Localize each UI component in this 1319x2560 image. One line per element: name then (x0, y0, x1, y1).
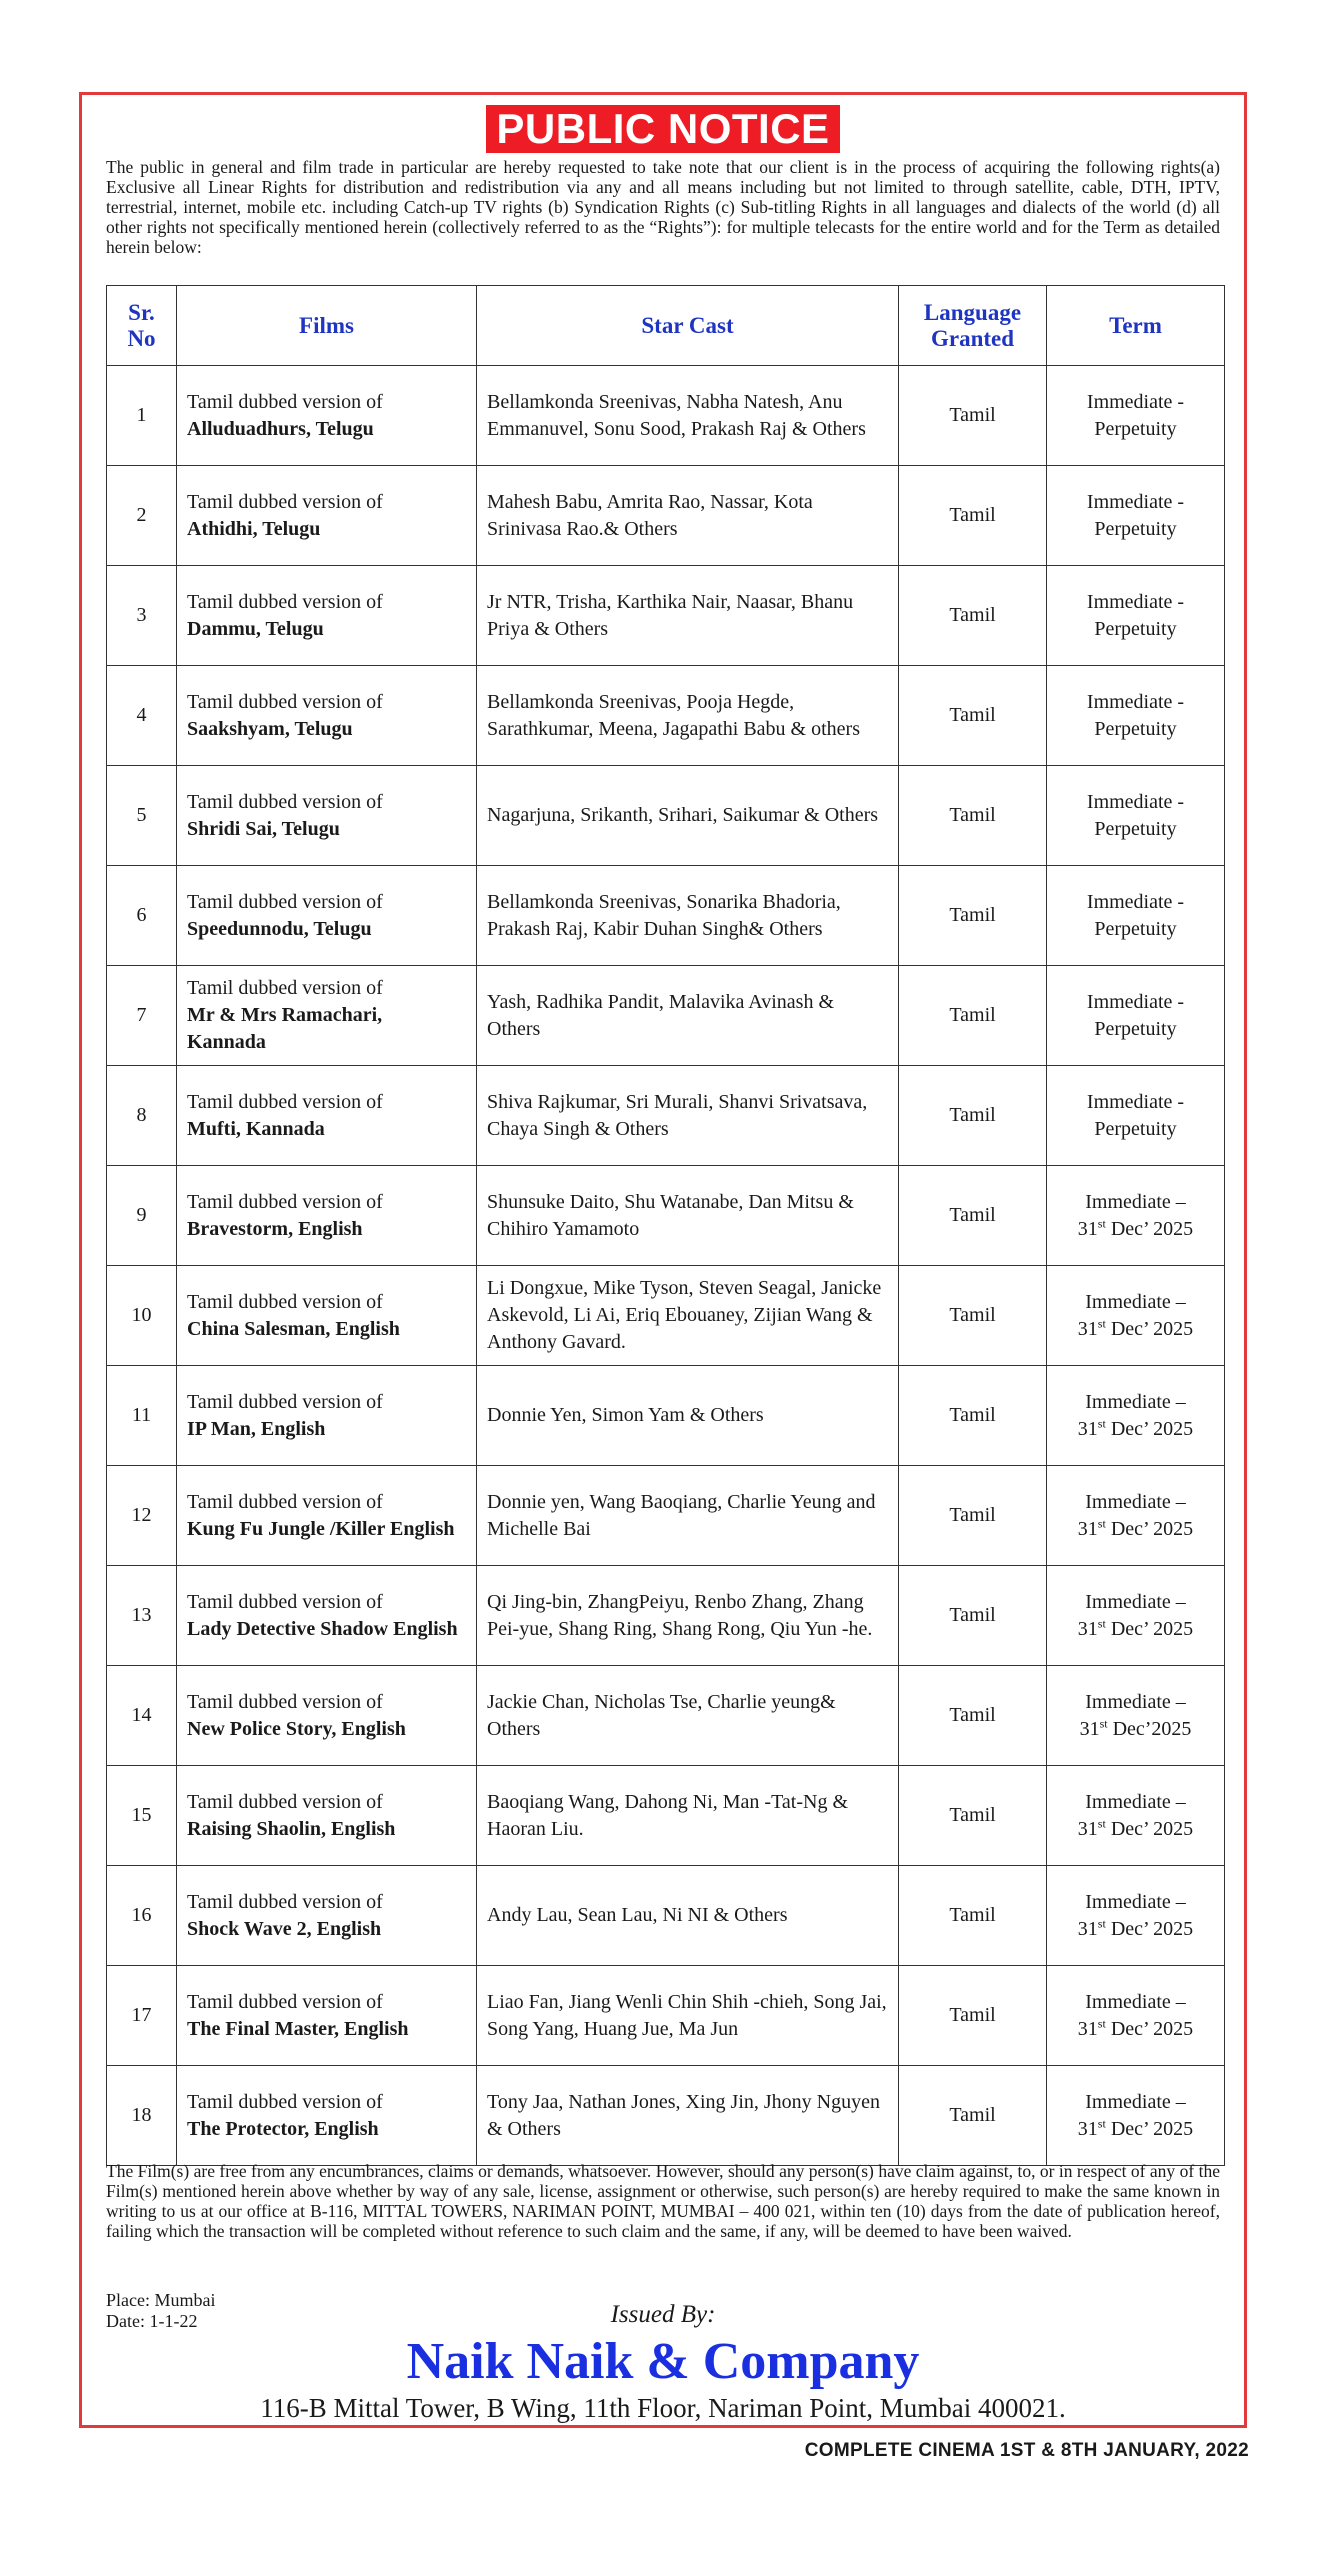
term-line-1: Immediate – (1085, 2090, 1186, 2113)
star-cast-cell: Li Dongxue, Mike Tyson, Steven Seagal, Janicke Askevold, Li Ai, Eriq Ebouaney, Zijian Wang & Anthony Gavard. (477, 1266, 899, 1366)
star-cast-cell: Bellamkonda Sreenivas, Sonarika Bhadoria, Prakash Raj, Kabir Duhan Singh& Others (477, 866, 899, 966)
film-cell (177, 1966, 477, 2066)
star-cast-cell: Qi Jing-bin, ZhangPeiyu, Renbo Zhang, Zhang Pei-yue, Shang Ring, Shang Rong, Qiu Yun -he. (477, 1566, 899, 1666)
language-cell: Tamil (899, 466, 1047, 566)
table-row (107, 1966, 1225, 2066)
term-day: 31 (1079, 1717, 1100, 1740)
term-day: 31 (1077, 1517, 1098, 1540)
film-cell (177, 766, 477, 866)
row-number: 8 (107, 1066, 177, 1166)
term-month-year: Dec’ 2025 (1105, 2017, 1194, 2040)
header-term: Term (1047, 286, 1225, 366)
row-number: 11 (107, 1366, 177, 1466)
film-name: Dammu, Telugu (187, 617, 324, 640)
star-cast-cell: Baoqiang Wang, Dahong Ni, Man -Tat-Ng & Haoran Liu. (477, 1766, 899, 1866)
film-name: China Salesman, English (187, 1317, 400, 1340)
film-cell (177, 1366, 477, 1466)
term-line-1: Immediate - (1086, 390, 1185, 413)
header-sr-no: Sr. No (107, 286, 177, 366)
film-cell (177, 866, 477, 966)
term-day: 31 (1077, 2117, 1098, 2140)
row-number: 17 (107, 1966, 177, 2066)
term-day: 31 (1077, 2017, 1098, 2040)
term-day-suffix: st (1097, 1515, 1106, 1530)
language-cell: Tamil (899, 1466, 1047, 1566)
film-cell (177, 1766, 477, 1866)
film-prefix: Tamil dubbed version of (187, 1190, 383, 1213)
term-line-2: Perpetuity (1094, 717, 1177, 740)
star-cast-cell: Nagarjuna, Srikanth, Srihari, Saikumar & Others (477, 766, 899, 866)
film-cell (177, 1066, 477, 1166)
term-line-1: Immediate – (1085, 1390, 1186, 1413)
film-name: IP Man, English (187, 1417, 326, 1440)
row-number: 3 (107, 566, 177, 666)
row-number: 14 (107, 1666, 177, 1766)
star-cast-cell: Liao Fan, Jiang Wenli Chin Shih -chieh, Song Jai, Song Yang, Huang Jue, Ma Jun (477, 1966, 899, 2066)
term-day-suffix: st (1097, 1815, 1106, 1830)
table-row (107, 1666, 1225, 1766)
table-row (107, 366, 1225, 466)
row-number: 5 (107, 766, 177, 866)
table-row (107, 666, 1225, 766)
term-month-year: Dec’ 2025 (1105, 1617, 1194, 1640)
star-cast-cell: Tony Jaa, Nathan Jones, Xing Jin, Jhony Nguyen & Others (477, 2066, 899, 2166)
film-prefix: Tamil dubbed version of (187, 1290, 383, 1313)
row-number: 18 (107, 2066, 177, 2166)
term-line-2 (1047, 1816, 1224, 1843)
film-prefix: Tamil dubbed version of (187, 490, 383, 513)
term-cell (1047, 1366, 1225, 1466)
table-row (107, 1466, 1225, 1566)
term-line-1: Immediate – (1085, 1490, 1186, 1513)
term-month-year: Dec’ 2025 (1105, 1317, 1194, 1340)
film-name: Shock Wave 2, English (187, 1917, 382, 1940)
table-row (107, 866, 1225, 966)
film-cell (177, 666, 477, 766)
film-prefix: Tamil dubbed version of (187, 1490, 383, 1513)
star-cast-cell: Andy Lau, Sean Lau, Ni NI & Others (477, 1866, 899, 1966)
term-line-2: Perpetuity (1094, 617, 1177, 640)
film-prefix: Tamil dubbed version of (187, 977, 383, 999)
term-line-1: Immediate - (1086, 790, 1185, 813)
term-day-suffix: st (1097, 1315, 1106, 1330)
term-line-1: Immediate - (1086, 1090, 1185, 1113)
language-cell: Tamil (899, 1666, 1047, 1766)
notice-title: PUBLIC NOTICE (486, 105, 839, 153)
term-cell (1047, 1766, 1225, 1866)
term-line-2: Perpetuity (1094, 917, 1177, 940)
term-day-suffix: st (1097, 2015, 1106, 2030)
film-cell (177, 966, 477, 1066)
film-name: Saakshyam, Telugu (187, 717, 353, 740)
table-row (107, 1166, 1225, 1266)
term-day-suffix: st (1097, 2115, 1106, 2130)
film-name: Alluduadhurs, Telugu (187, 417, 374, 440)
star-cast-cell: Donnie yen, Wang Baoqiang, Charlie Yeung and Michelle Bai (477, 1466, 899, 1566)
term-cell (1047, 1866, 1225, 1966)
term-month-year: Dec’ 2025 (1105, 1817, 1194, 1840)
table-row (107, 966, 1225, 1066)
term-line-2 (1047, 2016, 1224, 2043)
term-cell (1047, 766, 1225, 866)
language-cell: Tamil (899, 1366, 1047, 1466)
term-line-1: Immediate – (1085, 1290, 1186, 1313)
term-line-1: Immediate – (1085, 1590, 1186, 1613)
film-cell (177, 1266, 477, 1366)
table-row (107, 466, 1225, 566)
company-address: 116-B Mittal Tower, B Wing, 11th Floor, Nariman Point, Mumbai 400021. (260, 2393, 1066, 2423)
language-cell: Tamil (899, 666, 1047, 766)
film-prefix: Tamil dubbed version of (187, 1690, 383, 1713)
term-cell (1047, 2066, 1225, 2166)
row-number: 16 (107, 1866, 177, 1966)
row-number: 15 (107, 1766, 177, 1866)
film-cell (177, 1866, 477, 1966)
term-line-2 (1047, 1916, 1224, 1943)
term-line-1: Immediate – (1085, 1890, 1186, 1913)
row-number: 13 (107, 1566, 177, 1666)
company-name: Naik Naik & Company (406, 2333, 920, 2390)
term-line-2 (1047, 1216, 1224, 1243)
star-cast-cell: Bellamkonda Sreenivas, Pooja Hegde, Sarathkumar, Meena, Jagapathi Babu & others (477, 666, 899, 766)
row-number: 4 (107, 666, 177, 766)
term-line-2 (1047, 2116, 1224, 2143)
film-name: Mufti, Kannada (187, 1117, 325, 1140)
language-cell: Tamil (899, 1566, 1047, 1666)
closing-paragraph: The Film(s) are free from any encumbrances, claims or demands, whatsoever. However, should any person(s) have claim against, to, or in respect of any of the Film(s) mentioned herein above whether by way of any sale, license, assignment or otherwise, such person(s) are hereby required to make the same known in writing to us at our office at B-116, MITTAL TOWERS, NARIMAN POINT, MUMBAI – 400 021, within ten (10) days from the date of publication hereof, failing which the transaction will be completed without reference to such claim and the same, if any, will be deemed to have been waived. (106, 2161, 1220, 2241)
date-line: Date: 1-1-22 (106, 2311, 198, 2331)
film-cell (177, 566, 477, 666)
star-cast-cell: Shiva Rajkumar, Sri Murali, Shanvi Srivatsava, Chaya Singh & Others (477, 1066, 899, 1166)
term-day-suffix: st (1097, 1215, 1106, 1230)
title-wrap (82, 105, 1244, 153)
term-line-1: Immediate - (1086, 990, 1185, 1013)
film-prefix: Tamil dubbed version of (187, 1790, 383, 1813)
film-cell (177, 366, 477, 466)
intro-paragraph: The public in general and film trade in particular are hereby requested to take note that our client is in the process of acquiring the following rights(a) Exclusive all Linear Rights for distribution and redistribution via any and all means including but not limited to through satellite, cable, DTH, IPTV, terrestrial, internet, mobile etc. including Catch-up TV rights (b) Syndication Rights (c) Sub-titling Rights in all languages and dialects of the world (d) all other rights not specifically mentioned herein (collectively referred to as the “Rights”): for multiple telecasts for the entire world and for the Term as detailed herein below: (106, 157, 1220, 257)
language-cell: Tamil (899, 366, 1047, 466)
language-cell: Tamil (899, 1766, 1047, 1866)
term-cell (1047, 1066, 1225, 1166)
row-number: 12 (107, 1466, 177, 1566)
term-cell (1047, 666, 1225, 766)
row-number: 7 (107, 966, 177, 1066)
term-cell (1047, 1666, 1225, 1766)
table-row (107, 566, 1225, 666)
table-row (107, 2066, 1225, 2166)
notice-frame (79, 92, 1247, 2428)
term-line-1: Immediate – (1085, 1990, 1186, 2013)
film-prefix: Tamil dubbed version of (187, 1890, 383, 1913)
term-day-suffix: st (1099, 1715, 1108, 1730)
film-prefix: Tamil dubbed version of (187, 890, 383, 913)
table-header-row (107, 286, 1225, 366)
star-cast-cell: Yash, Radhika Pandit, Malavika Avinash & Others (477, 966, 899, 1066)
language-cell: Tamil (899, 2066, 1047, 2166)
film-cell (177, 466, 477, 566)
term-cell (1047, 566, 1225, 666)
term-cell (1047, 966, 1225, 1066)
term-month-year: Dec’ 2025 (1105, 1217, 1194, 1240)
row-number: 1 (107, 366, 177, 466)
header-star-cast: Star Cast (477, 286, 899, 366)
term-cell (1047, 366, 1225, 466)
film-prefix: Tamil dubbed version of (187, 790, 383, 813)
term-line-1: Immediate – (1085, 1690, 1186, 1713)
film-name: Athidhi, Telugu (187, 517, 321, 540)
term-month-year: Dec’ 2025 (1105, 2117, 1194, 2140)
term-line-2: Perpetuity (1094, 1117, 1177, 1140)
film-name: Kung Fu Jungle /Killer English (187, 1517, 455, 1540)
term-month-year: Dec’ 2025 (1105, 1917, 1194, 1940)
film-prefix: Tamil dubbed version of (187, 390, 383, 413)
film-cell (177, 1466, 477, 1566)
star-cast-cell: Mahesh Babu, Amrita Rao, Nassar, Kota Srinivasa Rao.& Others (477, 466, 899, 566)
term-day: 31 (1077, 1917, 1098, 1940)
term-line-1: Immediate – (1085, 1790, 1186, 1813)
place-line: Place: Mumbai (106, 2290, 216, 2310)
term-day: 31 (1077, 1417, 1098, 1440)
film-name: Mr & Mrs Ramachari, Kannada (187, 1004, 383, 1053)
term-day: 31 (1077, 1317, 1098, 1340)
language-cell: Tamil (899, 766, 1047, 866)
language-cell: Tamil (899, 1266, 1047, 1366)
header-films: Films (177, 286, 477, 366)
term-cell (1047, 466, 1225, 566)
table-row (107, 1266, 1225, 1366)
film-name: Bravestorm, English (187, 1217, 363, 1240)
term-line-1: Immediate - (1086, 490, 1185, 513)
film-name: Speedunnodu, Telugu (187, 917, 372, 940)
language-cell: Tamil (899, 1166, 1047, 1266)
term-line-1: Immediate - (1086, 590, 1185, 613)
film-prefix: Tamil dubbed version of (187, 2090, 383, 2113)
language-cell: Tamil (899, 1966, 1047, 2066)
issued-by: Issued By: (610, 2301, 716, 2328)
language-cell: Tamil (899, 866, 1047, 966)
language-cell: Tamil (899, 1066, 1047, 1166)
film-prefix: Tamil dubbed version of (187, 690, 383, 713)
language-cell: Tamil (899, 966, 1047, 1066)
term-day: 31 (1077, 1217, 1098, 1240)
term-line-1: Immediate - (1086, 890, 1185, 913)
table-row (107, 1766, 1225, 1866)
table-row (107, 766, 1225, 866)
film-name: The Final Master, English (187, 2017, 409, 2040)
film-name: The Protector, English (187, 2117, 379, 2140)
term-line-1: Immediate - (1086, 690, 1185, 713)
film-cell (177, 1666, 477, 1766)
star-cast-cell: Donnie Yen, Simon Yam & Others (477, 1366, 899, 1466)
star-cast-cell: Jr NTR, Trisha, Karthika Nair, Naasar, Bhanu Priya & Others (477, 566, 899, 666)
term-line-1: Immediate – (1085, 1190, 1186, 1213)
term-line-2 (1047, 1316, 1224, 1343)
row-number: 6 (107, 866, 177, 966)
term-day: 31 (1077, 1617, 1098, 1640)
term-line-2 (1047, 1716, 1224, 1743)
star-cast-cell: Shunsuke Daito, Shu Watanabe, Dan Mitsu & Chihiro Yamamoto (477, 1166, 899, 1266)
films-table (106, 285, 1225, 2166)
film-cell (177, 1166, 477, 1266)
term-cell (1047, 1166, 1225, 1266)
film-name: New Police Story, English (187, 1717, 406, 1740)
term-day: 31 (1077, 1817, 1098, 1840)
term-line-2: Perpetuity (1094, 817, 1177, 840)
term-cell (1047, 1466, 1225, 1566)
language-cell: Tamil (899, 566, 1047, 666)
term-line-2: Perpetuity (1094, 417, 1177, 440)
table-row (107, 1066, 1225, 1166)
film-name: Raising Shaolin, English (187, 1817, 396, 1840)
film-prefix: Tamil dubbed version of (187, 1990, 383, 2013)
term-month-year: Dec’ 2025 (1105, 1417, 1194, 1440)
film-prefix: Tamil dubbed version of (187, 1390, 383, 1413)
language-cell: Tamil (899, 1866, 1047, 1966)
row-number: 10 (107, 1266, 177, 1366)
term-cell (1047, 1566, 1225, 1666)
film-name: Lady Detective Shadow English (187, 1617, 458, 1640)
table-row (107, 1866, 1225, 1966)
term-line-2 (1047, 1516, 1224, 1543)
publication-footer: COMPLETE CINEMA 1ST & 8TH JANUARY, 2022 (804, 2440, 1249, 2461)
term-day-suffix: st (1097, 1615, 1106, 1630)
row-number: 2 (107, 466, 177, 566)
film-prefix: Tamil dubbed version of (187, 1590, 383, 1613)
star-cast-cell: Jackie Chan, Nicholas Tse, Charlie yeung& Others (477, 1666, 899, 1766)
term-cell (1047, 1966, 1225, 2066)
table-row (107, 1566, 1225, 1666)
film-cell (177, 1566, 477, 1666)
term-cell (1047, 866, 1225, 966)
term-cell (1047, 1266, 1225, 1366)
term-line-2 (1047, 1416, 1224, 1443)
term-line-2: Perpetuity (1094, 1017, 1177, 1040)
film-prefix: Tamil dubbed version of (187, 590, 383, 613)
row-number: 9 (107, 1166, 177, 1266)
table-row (107, 1366, 1225, 1466)
term-line-2 (1047, 1616, 1224, 1643)
film-cell (177, 2066, 477, 2166)
term-line-2: Perpetuity (1094, 517, 1177, 540)
star-cast-cell: Bellamkonda Sreenivas, Nabha Natesh, Anu Emmanuvel, Sonu Sood, Prakash Raj & Others (477, 366, 899, 466)
term-day-suffix: st (1097, 1915, 1106, 1930)
film-name: Shridi Sai, Telugu (187, 817, 340, 840)
term-day-suffix: st (1097, 1415, 1106, 1430)
term-month-year: Dec’ 2025 (1105, 1517, 1194, 1540)
film-prefix: Tamil dubbed version of (187, 1090, 383, 1113)
header-language: Language Granted (899, 286, 1047, 366)
term-month-year: Dec’2025 (1107, 1717, 1192, 1740)
